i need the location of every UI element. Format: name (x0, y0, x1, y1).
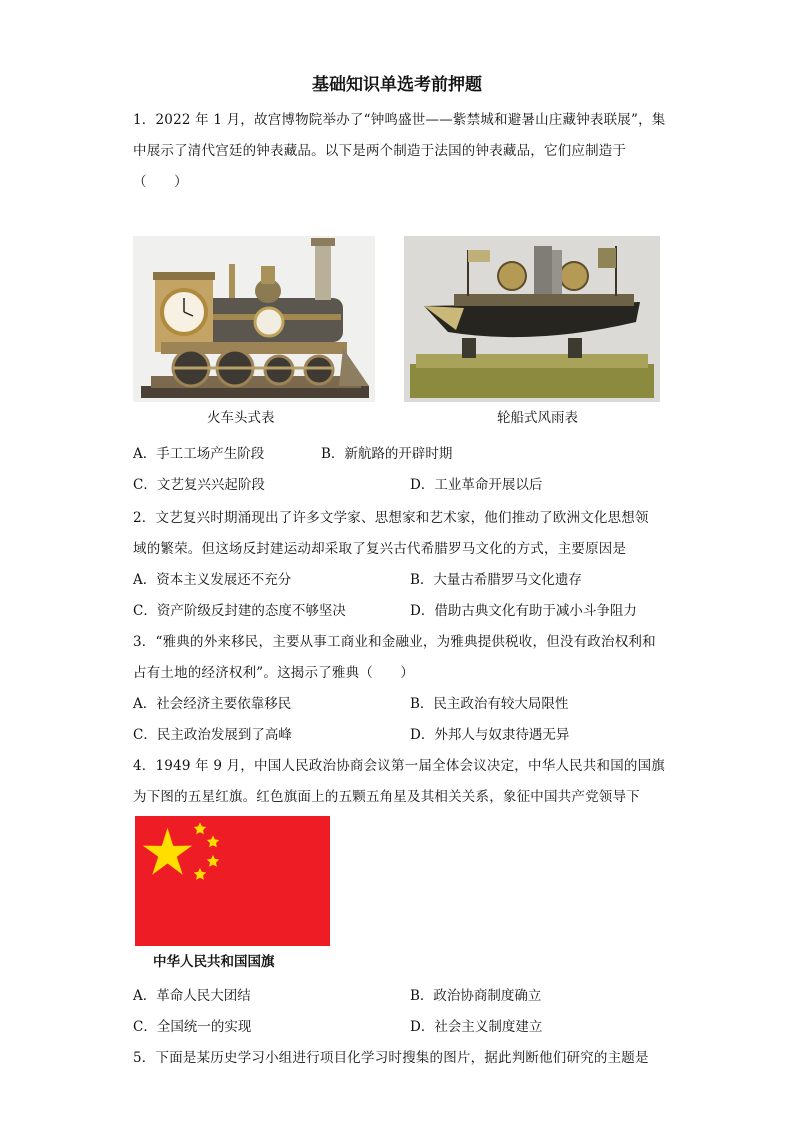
q2-option-a[interactable]: A．资本主义发展还不充分 (133, 572, 292, 588)
q4-line-2: 为下图的五星红旗。红色旗面上的五颗五角星及其相关关系，象征中国共产党领导下 (133, 789, 640, 805)
q4-option-a[interactable]: A．革命人民大团结 (133, 988, 251, 1004)
q1-option-c[interactable]: C．文艺复兴兴起阶段 (133, 477, 265, 493)
q4-option-d[interactable]: D．社会主义制度建立 (410, 1019, 543, 1035)
q4-option-b[interactable]: B．政治协商制度确立 (410, 988, 542, 1004)
image-caption-steamship: 轮船式风雨表 (497, 410, 578, 426)
q1-option-b[interactable]: B．新航路的开辟时期 (321, 446, 453, 462)
q2-line-2: 域的繁荣。但这场反封建运动却采取了复兴古代希腊罗马文化的方式，主要原因是 (133, 541, 627, 557)
q1-option-d[interactable]: D．工业革命开展以后 (410, 477, 543, 493)
q5-line-1: 5．下面是某历史学习小组进行项目化学习时搜集的图片，据此判断他们研究的主题是 (133, 1050, 649, 1066)
q2-option-b[interactable]: B．大量古希腊罗马文化遗存 (410, 572, 582, 588)
locomotive-clock-image (133, 236, 375, 402)
q1-line-1: 1．2022 年 1 月，故宫博物院举办了“钟鸣盛世——紫禁城和避暑山庄藏钟表联展”，集 (133, 112, 666, 128)
q3-option-a[interactable]: A．社会经济主要依靠移民 (133, 696, 292, 712)
q3-line-1: 3．“雅典的外来移民，主要从事工商业和金融业，为雅典提供税收，但没有政治权利和 (133, 634, 656, 650)
q2-option-d[interactable]: D．借助古典文化有助于减小斗争阻力 (410, 603, 637, 619)
q1-line-2: 中展示了清代宫廷的钟表藏品。以下是两个制造于法国的钟表藏品，它们应制造于 (133, 143, 627, 159)
q2-option-c[interactable]: C．资产阶级反封建的态度不够坚决 (133, 603, 346, 619)
q3-option-c[interactable]: C．民主政治发展到了高峰 (133, 727, 292, 743)
q3-option-d[interactable]: D．外邦人与奴隶待遇无异 (410, 727, 570, 743)
q1-line-3: （ ） (133, 174, 188, 190)
q1-option-a[interactable]: A．手工工场产生阶段 (133, 446, 265, 462)
steamship-barometer-image (404, 236, 660, 402)
image-caption-locomotive: 火车头式表 (207, 410, 275, 426)
q3-line-2: 占有土地的经济权利”。这揭示了雅典（ ） (133, 665, 415, 681)
q4-line-1: 4．1949 年 9 月，中国人民政治协商会议第一届全体会议决定，中华人民共和国的国旗 (133, 758, 666, 774)
q4-option-c[interactable]: C．全国统一的实现 (133, 1019, 252, 1035)
prc-flag-image (133, 816, 332, 946)
page-title: 基础知识单选考前押题 (312, 75, 482, 95)
q2-line-1: 2．文艺复兴时期涌现出了许多文学家、思想家和艺术家，他们推动了欧洲文化思想领 (133, 510, 649, 526)
q3-option-b[interactable]: B．民主政治有较大局限性 (410, 696, 569, 712)
flag-caption: 中华人民共和国国旗 (153, 954, 275, 970)
